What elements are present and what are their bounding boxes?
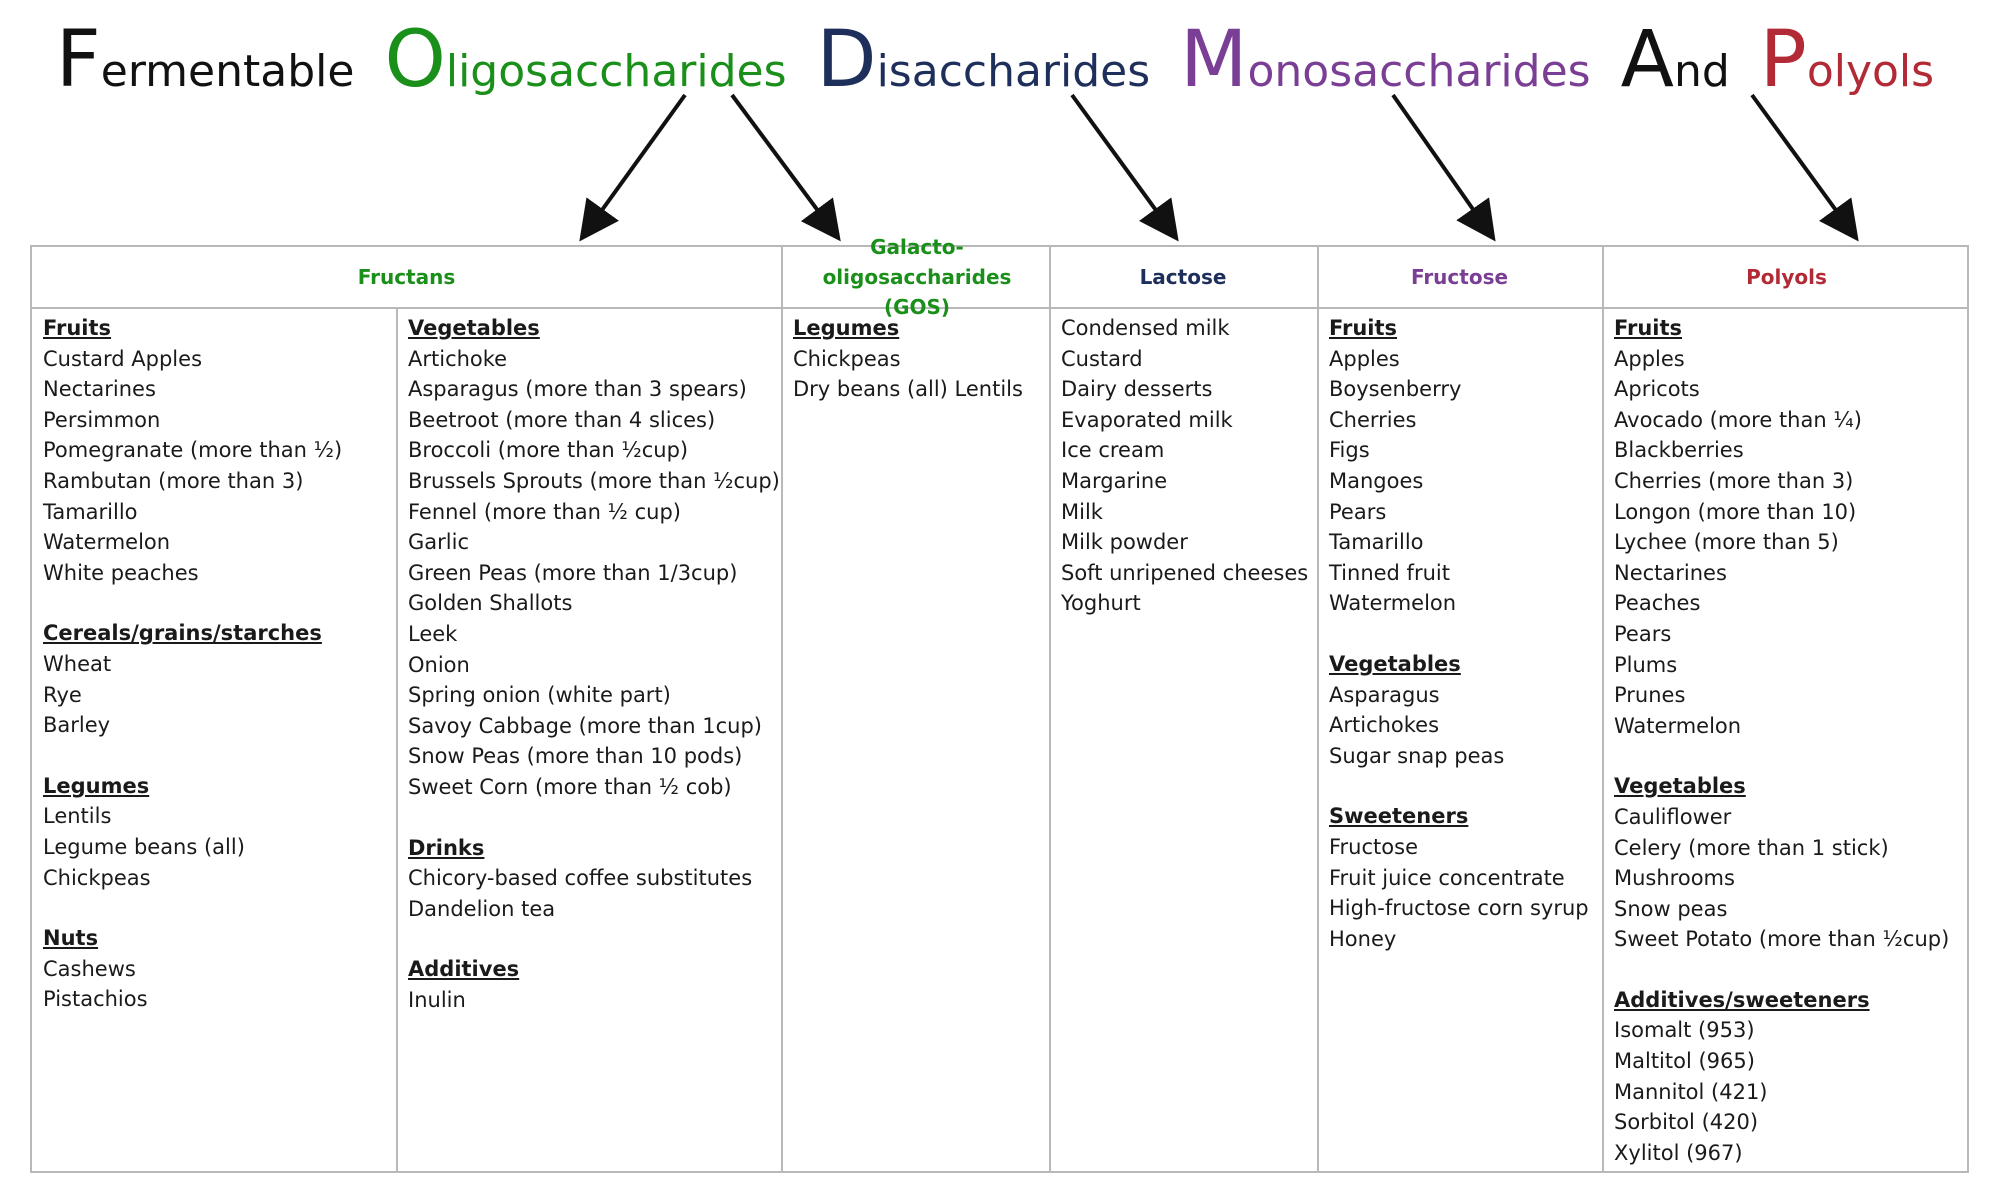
header-fructans: Fructans: [357, 265, 456, 289]
food-item: Spring onion (white part): [408, 683, 671, 708]
food-item: Onion: [408, 652, 470, 677]
food-item: Fructose: [1329, 834, 1418, 859]
food-item: Custard: [1061, 346, 1143, 371]
food-item: Boysenberry: [1329, 377, 1462, 402]
food-item: White peaches: [43, 560, 199, 585]
arrow-to-gos: [732, 95, 836, 235]
food-item: Savoy Cabbage (more than 1cup): [408, 713, 762, 738]
food-item: Avocado (more than ¼): [1614, 407, 1862, 432]
food-item: Wheat: [43, 651, 112, 676]
fructans-divider: [396, 307, 398, 1171]
food-item: Persimmon: [43, 407, 161, 432]
food-item: Evaporated milk: [1061, 407, 1233, 432]
food-item: Pistachios: [43, 987, 148, 1012]
food-item: Longon (more than 10): [1614, 499, 1857, 524]
food-section: [1329, 801, 1589, 954]
food-item: Plums: [1614, 652, 1678, 677]
food-item: Apples: [1329, 346, 1400, 371]
food-item: Snow Peas (more than 10 pods): [408, 744, 743, 769]
food-item: Inulin: [408, 987, 466, 1012]
food-item: Chicory-based coffee substitutes: [408, 866, 753, 891]
food-item: Pears: [1329, 499, 1387, 524]
category-arrows: [0, 0, 1990, 260]
section-heading: Vegetables: [1614, 774, 1746, 799]
arrow-to-fructans: [584, 95, 685, 235]
food-section: [1614, 313, 1949, 741]
section-heading: Sweeteners: [1329, 804, 1469, 829]
header-polyols: Polyols: [1746, 265, 1827, 289]
section-heading: Vegetables: [408, 316, 540, 340]
section-heading: Vegetables: [1329, 651, 1461, 676]
food-section: [43, 618, 342, 740]
column-divider: [1049, 247, 1051, 1171]
food-section: [1061, 313, 1308, 619]
food-section: [408, 833, 780, 925]
food-item: Artichokes: [1329, 713, 1440, 738]
fodmap-table: [30, 235, 1969, 1173]
food-section: [408, 954, 780, 1015]
food-item: Mannitol (421): [1614, 1079, 1768, 1104]
food-item: Yoghurt: [1061, 591, 1141, 616]
food-item: Garlic: [408, 530, 469, 555]
food-item: Leek: [408, 621, 458, 646]
food-item: Brussels Sprouts (more than ½cup): [408, 468, 780, 493]
food-item: Rambutan (more than 3): [43, 468, 304, 493]
section-heading: Legumes: [43, 773, 150, 798]
section-heading: Additives/sweeteners: [1614, 987, 1870, 1012]
title-word-oligosaccharides: Oligosaccharides: [384, 15, 787, 105]
food-section: [1329, 649, 1589, 771]
food-item: Watermelon: [1329, 591, 1457, 616]
food-item: Soft unripened cheeses: [1061, 560, 1309, 585]
arrow-to-fructose: [1393, 95, 1491, 235]
food-item: Isomalt (953): [1614, 1018, 1755, 1043]
food-item: Barley: [43, 713, 111, 738]
column-divider: [1317, 247, 1319, 1171]
food-item: Cherries: [1329, 407, 1417, 432]
food-item: Sorbitol (420): [1614, 1110, 1759, 1135]
section-heading: Fruits: [1614, 316, 1683, 340]
food-item: Chickpeas: [43, 865, 151, 890]
food-item: Custard Apples: [43, 346, 203, 371]
column-divider: [781, 247, 783, 1171]
food-section: [408, 313, 780, 803]
food-item: Pears: [1614, 621, 1672, 646]
food-item: Cashews: [43, 956, 136, 981]
food-item: Beetroot (more than 4 slices): [408, 407, 716, 432]
title-word-polyols: Polyols: [1759, 15, 1935, 105]
food-item: Artichoke: [408, 346, 508, 371]
food-item: Mangoes: [1329, 468, 1424, 493]
food-item: Nectarines: [43, 377, 156, 402]
section-heading: Nuts: [43, 926, 99, 951]
header-gos: Galacto-oligosaccharides (GOS): [822, 235, 1012, 319]
column-fructans-b: [408, 313, 780, 1045]
food-item: Green Peas (more than 1/3cup): [408, 560, 738, 585]
food-section: [1614, 985, 1949, 1169]
food-section: [1329, 313, 1589, 619]
food-item: Apricots: [1614, 377, 1700, 402]
food-item: Lentils: [43, 804, 112, 829]
food-item: Dry beans (all) Lentils: [793, 377, 1023, 402]
column-divider: [1602, 247, 1604, 1171]
food-item: Nectarines: [1614, 560, 1727, 585]
food-item: Fennel (more than ½ cup): [408, 499, 681, 524]
title-word-and: And: [1620, 15, 1730, 105]
title-word-disaccharides: Disaccharides: [816, 15, 1151, 105]
food-item: Milk powder: [1061, 530, 1188, 555]
food-item: Sugar snap peas: [1329, 743, 1505, 768]
food-item: Cherries (more than 3): [1614, 468, 1854, 493]
food-item: Snow peas: [1614, 896, 1728, 921]
food-item: Figs: [1329, 438, 1370, 463]
food-item: Broccoli (more than ½cup): [408, 438, 689, 463]
column-polyols: [1614, 313, 1949, 1198]
column-gos: [793, 313, 1023, 435]
food-section: [43, 923, 342, 1015]
column-fructose: [1329, 313, 1589, 984]
column-fructans-a: [43, 313, 342, 1045]
food-item: Dairy desserts: [1061, 377, 1213, 402]
food-section: [1614, 771, 1949, 955]
food-item: Asparagus (more than 3 spears): [408, 377, 747, 402]
section-heading: Fruits: [43, 316, 112, 340]
section-heading: Additives: [408, 957, 520, 982]
header-fructose: Fructose: [1410, 265, 1509, 289]
food-item: Maltitol (965): [1614, 1049, 1755, 1074]
arrow-to-lactose: [1072, 95, 1174, 235]
food-item: Sweet Corn (more than ½ cob): [408, 774, 732, 799]
food-item: Fruit juice concentrate: [1329, 865, 1565, 890]
food-item: Blackberries: [1614, 438, 1744, 463]
food-item: Rye: [43, 682, 82, 707]
food-item: Margarine: [1061, 468, 1168, 493]
food-item: Asparagus: [1329, 682, 1440, 707]
food-item: Chickpeas: [793, 346, 901, 371]
food-item: Milk: [1061, 499, 1103, 524]
food-item: Legume beans (all): [43, 834, 245, 859]
section-heading: Drinks: [408, 835, 485, 860]
food-item: Tamarillo: [43, 499, 138, 524]
section-heading: Cereals/grains/starches: [43, 621, 322, 646]
section-heading: Fruits: [1329, 316, 1398, 340]
food-item: Sweet Potato (more than ½cup): [1614, 927, 1950, 952]
title-word-monosaccharides: Monosaccharides: [1180, 15, 1591, 105]
food-item: Tamarillo: [1329, 530, 1424, 555]
food-section: [793, 313, 1023, 405]
food-item: Celery (more than 1 stick): [1614, 835, 1889, 860]
food-item: High-fructose corn syrup: [1329, 896, 1589, 921]
food-item: Cauliflower: [1614, 804, 1732, 829]
food-item: Watermelon: [43, 530, 171, 555]
food-item: Ice cream: [1061, 438, 1165, 463]
food-item: Condensed milk: [1061, 316, 1230, 340]
column-lactose: [1061, 313, 1308, 649]
section-heading: Legumes: [793, 316, 900, 340]
header-lactose: Lactose: [1139, 265, 1227, 289]
food-item: Watermelon: [1614, 713, 1742, 738]
food-section: [43, 313, 342, 588]
food-item: Honey: [1329, 926, 1397, 951]
title-word-fermentable: Fermentable: [55, 15, 355, 105]
food-item: Apples: [1614, 346, 1685, 371]
food-item: Mushrooms: [1614, 866, 1735, 891]
food-item: Tinned fruit: [1329, 560, 1450, 585]
food-item: Peaches: [1614, 591, 1701, 616]
food-item: Xylitol (967): [1614, 1140, 1743, 1165]
arrow-to-polyols: [1752, 95, 1854, 235]
food-item: Pomegranate (more than ½): [43, 438, 343, 463]
food-section: [43, 771, 342, 893]
food-item: Prunes: [1614, 683, 1686, 708]
food-item: Lychee (more than 5): [1614, 530, 1839, 555]
food-item: Golden Shallots: [408, 591, 573, 616]
food-item: Dandelion tea: [408, 896, 556, 921]
